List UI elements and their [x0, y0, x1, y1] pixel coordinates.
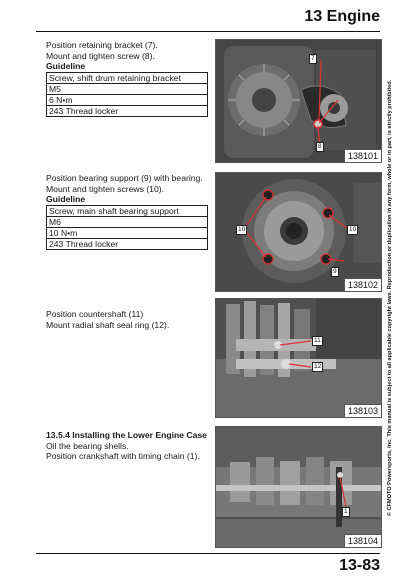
callout-12: 12 [314, 363, 322, 370]
step-1-text [46, 40, 211, 117]
table-cell: 10 N•m [47, 227, 208, 238]
figure-number: 138102 [344, 278, 381, 291]
engine-photo-crankshaft [216, 427, 381, 547]
page-number: 13-83 [339, 557, 380, 574]
table-cell: 243 Thread locker [47, 238, 208, 249]
step-3-text [46, 309, 211, 330]
step-4-line-2: Position crankshaft with timing chain (1). [46, 451, 200, 462]
section-heading: 13.5.4 Installing the Lower Engine Case [46, 430, 207, 440]
figure-138101 [215, 39, 382, 163]
callout-10-left: 10 [238, 226, 246, 233]
callout-11: 11 [314, 337, 321, 344]
step-3-line-1: Position countershaft (11) [46, 309, 144, 319]
header-rule [36, 31, 380, 32]
step-2-text [46, 173, 211, 250]
section-title: 13 Engine [304, 8, 380, 25]
table-cell: 243 Thread locker [47, 105, 208, 116]
step-1-guideline-label: Guideline [46, 61, 86, 72]
engine-photo-countershaft [216, 299, 381, 417]
callout-7: 7 [311, 55, 315, 62]
copyright-notice [383, 78, 396, 518]
figure-number: 138103 [344, 404, 381, 417]
step-2-guideline-table [46, 205, 208, 250]
step-2-line-1: Position bearing support (9) with bearing. [46, 173, 203, 183]
step-3-line-2: Mount radial shaft seal ring (12). [46, 319, 170, 330]
callout-8: 8 [318, 143, 322, 150]
footer-rule [36, 553, 380, 554]
table-cell: 6 N•m [47, 94, 208, 105]
step-2-line-2: Mount and tighten screws (10). [46, 183, 164, 194]
step-1-guideline-table [46, 72, 208, 117]
table-cell: M5 [47, 83, 208, 94]
engine-photo-shift-drum [216, 40, 381, 162]
step-1-line-1: Position retaining bracket (7). [46, 40, 158, 50]
callout-10-right: 10 [349, 226, 357, 233]
figure-number: 138104 [344, 534, 381, 547]
callout-9: 9 [333, 268, 337, 275]
figure-138103 [215, 298, 382, 418]
table-cell: M6 [47, 216, 208, 227]
figure-138102 [215, 172, 382, 292]
step-2-guideline-label: Guideline [46, 194, 86, 205]
figure-138104 [215, 426, 382, 548]
step-1-line-2: Mount and tighten screw (8). [46, 50, 155, 61]
figure-number: 138101 [344, 149, 381, 162]
step-4-line-1: Oil the bearing shells. [46, 440, 129, 451]
copyright-text: © CFMOTO Powersports, Inc. This manual is subject to all applicable copyright laws. Reproduction or duplication in any form, whole or in part, is strictly prohibited. [386, 79, 393, 517]
table-cell: Screw, shift drum retaining bracket [47, 72, 208, 83]
table-cell: Screw, main shaft bearing support [47, 205, 208, 216]
callout-1: 1 [344, 508, 348, 515]
step-4-text [46, 430, 216, 462]
